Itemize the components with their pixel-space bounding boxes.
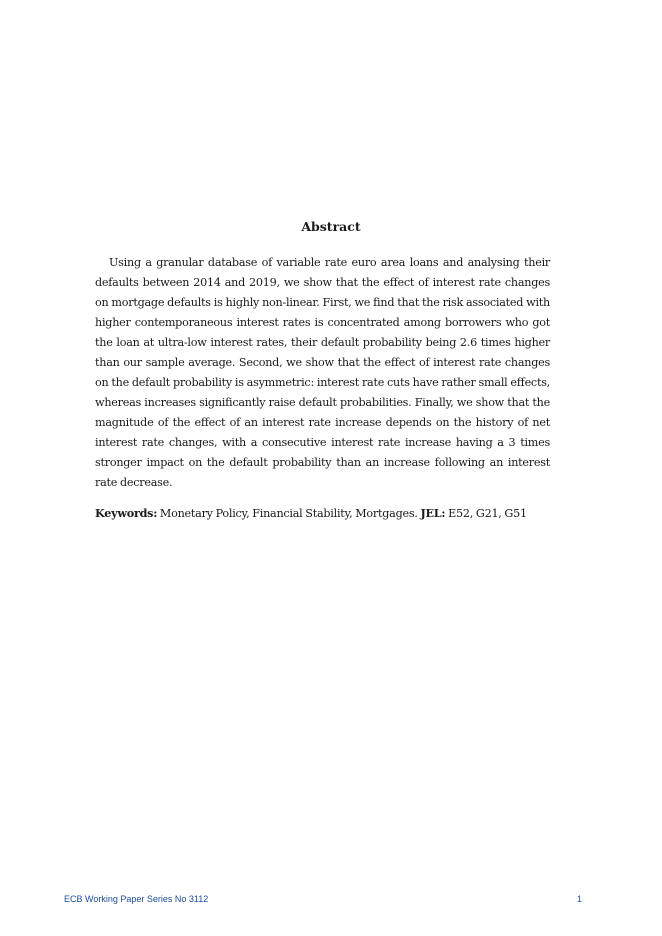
- abstract-heading: Abstract: [301, 219, 361, 234]
- keywords-value: Monetary Policy, Financial Stability, Mortgages.: [159, 507, 418, 520]
- abstract-body: Using a granular database of variable rate euro area loans and analysing their defaults between 2014 and 2019, we show that the effect of interest rate changes on mortgage defaults is highly non-linear. First, we find that the risk associated with higher contemporaneous interest rates is concentrated among borrowers who got the loan at ultra-low interest rates, their default probability being 2.6 times higher than our sample average. Second, we show that the effect of interest rate changes on the default probability is asymmetric: interest rate cuts have rather small effects, whereas increases significantly raise default probabilities. Finally, we show that the magnitude of the effect of an interest rate increase depends on the history of net interest rate changes, with a consecutive interest rate increase having a 3 times stronger impact on the default probability than an increase following an interest rate decrease.: [95, 256, 550, 489]
- keywords-label: Keywords:: [95, 506, 158, 520]
- footer-series-title: ECB Working Paper Series No 3112: [64, 894, 209, 904]
- footer-page-number: 1: [576, 894, 582, 904]
- jel-label: JEL:: [420, 506, 446, 520]
- keywords-line: [95, 503, 615, 524]
- jel-value: E52, G21, G51: [448, 507, 527, 520]
